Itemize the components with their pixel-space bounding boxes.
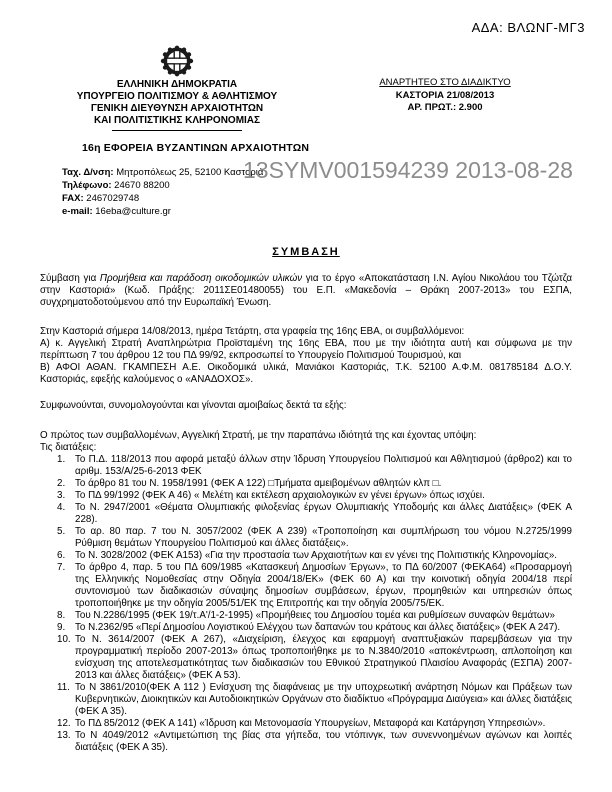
- ada-number: ΑΔΑ: ΒΛΩΝΓ-ΜΓ3: [471, 20, 585, 35]
- contact-label: FAX:: [62, 193, 84, 204]
- protocol-block: [360, 77, 530, 115]
- document-body: [40, 244, 572, 754]
- list-item-text: Το ΠΔ 85/2012 (ΦΕΚ Α 141) «Ίδρυση και Μετονομασία Υπουργείων, Μεταφορά και Κατάργηση Υπηρεσιών».: [75, 718, 546, 729]
- contact-value: 16eba@culture.gr: [92, 206, 171, 217]
- publish-note: ΑΝΑΡΤΗΤΕΟ ΣΤΟ ΔΙΑΔΙΚΤΥΟ: [379, 77, 511, 88]
- list-item-text: Το Ν. 2947/2001 «Θέματα Ολυμπιακής φιλοξενίας έργων Ολυμπιακής Υποδομής και άλλες Διατάξεις» (ΦΕΚ Α 228).: [75, 502, 572, 525]
- list-item-number: 11.: [57, 682, 70, 693]
- party-b-paragraph: Β) ΑΦΟΙ ΑΘΑΝ. ΓΚΑΜΠΕΣΗ Α.Ε. Οικοδομικά υλικά, Μανιάκοι Καστοριάς, Τ.Κ. 52100 Α.Φ.Μ. 081785184 Δ.Ο.Υ. Καστοριάς, εφεξής καλούμενος ο «ΑΝΑΔΟΧΟΣ».: [40, 362, 572, 385]
- contact-value: Μητροπόλεως 25, 52100 Καστοριά: [113, 167, 264, 178]
- list-item-text: Το άρθρο 81 του Ν. 1958/1991 (ΦΕΚ Α 122) □Τμήματα αμειβομένων αθλητών κλπ □.: [75, 478, 442, 489]
- agency-header: [57, 79, 297, 131]
- list-item: [40, 718, 572, 730]
- list-item: [40, 526, 572, 550]
- protocol-number: ΑΡ. ΠΡΩΤ.: 2.900: [407, 102, 483, 113]
- contact-label: Τηλέφωνο:: [62, 180, 112, 191]
- registry-watermark: 13SYMV001594239 2013-08-28: [243, 157, 573, 183]
- place-date: ΚΑΣΤΟΡΙΑ 21/08/2013: [395, 89, 495, 101]
- list-item-number: 10.: [57, 634, 71, 645]
- list-item: [40, 478, 572, 490]
- list-item-text: Το Ν 4049/2012 «Αντιμετώπιση της βίας στα γήπεδα, του ντόπινγκ, των συνεννοημένων αγώνων και λοιπές διατάξεις (ΦΕΚ Α 35).: [75, 730, 572, 753]
- list-item: [40, 730, 572, 754]
- list-item-number: 3.: [57, 490, 66, 501]
- org-line: ΚΑΙ ΠΟΛΙΤΙΣΤΙΚΗΣ ΚΛΗΡΟΝΟΜΙΑΣ: [93, 115, 261, 126]
- agreement-paragraph: Συμφωνούνται, συνομολογούνται και γίνονται αμοιβαίως δεκτά τα εξής:: [40, 400, 347, 411]
- contact-row: [62, 192, 263, 205]
- org-line: ΕΛΛΗΝΙΚΗ ΔΗΜΟΚΡΑΤΙΑ: [116, 79, 238, 90]
- list-item-text: Του Ν.2286/1995 (ΦΕΚ 19/τ.Α'/1-2-1995) «Προμήθειες του Δημοσίου τομέα και ρυθμίσεων συναφών θεμάτων»: [75, 610, 555, 621]
- department-title: 16η ΕΦΟΡΕΙΑ ΒΥΖΑΝΤΙΝΩΝ ΑΡΧΑΙΟΤΗΤΩΝ: [82, 142, 310, 154]
- contact-row: [62, 205, 263, 218]
- contact-value: 24670 88200: [111, 180, 170, 191]
- list-item-text: Το Π.Δ. 118/2013 που αφορά μεταξύ άλλων στην Ίδρυση Υπουργείου Πολιτισμού και Αθλητισμού (άρθρο2) και το αριθμ. 153/Α/25-6-2013 ΦΕΚ: [75, 454, 572, 477]
- org-lines: [57, 79, 297, 127]
- org-line: ΓΕΝΙΚΗ ΔΙΕΥΘΥΝΣΗ ΑΡΧΑΙΟΤΗΤΩΝ: [90, 103, 264, 114]
- list-item: [40, 490, 572, 502]
- meeting-paragraph: Στην Καστοριά σήμερα 14/08/2013, ημέρα Τετάρτη, στα γραφεία της 16ης ΕΒΑ, οι συμβαλλόμενοι:: [40, 326, 465, 337]
- intro-subject: Προμήθεια και παράδοση οικοδομικών υλικών: [99, 273, 303, 284]
- list-item-text: Το ΠΔ 99/1992 (ΦΕΚ Α 46) « Μελέτη και εκτέλεση αρχαιολογικών εν γένει έργων» όπως ισχύει.: [75, 490, 485, 501]
- list-item: [40, 634, 572, 682]
- list-item-number: 9.: [57, 622, 66, 633]
- provisions-list: [40, 454, 572, 754]
- list-item-number: 13.: [57, 730, 71, 741]
- list-item-number: 6.: [57, 550, 66, 561]
- contact-row: [62, 179, 263, 192]
- list-item-number: 4.: [57, 502, 66, 513]
- document-title: ΣΥΜΒΑΣΗ: [272, 246, 340, 258]
- list-item-number: 1.: [57, 454, 66, 465]
- header-divider: [112, 130, 242, 131]
- list-item-number: 2.: [57, 478, 66, 489]
- contact-label: e-mail:: [62, 206, 93, 217]
- list-item-text: Το άρθρο 4, παρ. 5 του ΠΔ 609/1985 «Κατασκευή Δημοσίων Έργων», το ΠΔ 60/2007 (ΦΕΚΑ64) «Προσαρμογή της Ελληνικής Νομοθεσίας στην Οδηγία 2004/18/ΕΚ» (ΦΕΚ 60 Α) και την κοινοτική οδηγία 2004/18 περί συντονισμού των διαδικασιών σύναψης δημοσίων συμβάσεων, έργων, προμηθειών και υπηρεσιών όπως τροποποιήθηκε με την οδηγία 2005/51/ΕΚ της Επιτροπής και την οδηγία 2005/75/ΕΚ.: [75, 562, 572, 609]
- list-item: [40, 610, 572, 622]
- contact-row: [62, 166, 263, 179]
- list-item-number: 5.: [57, 526, 66, 537]
- list-item-text: Το Ν. 3028/2002 (ΦΕΚ Α153) «Για την προστασία των Αρχαιοτήτων και εν γένει της Πολιτιστικής Κληρονομίας».: [75, 550, 557, 561]
- list-item-number: 8.: [57, 610, 66, 621]
- org-line: ΥΠΟΥΡΓΕΙΟ ΠΟΛΙΤΙΣΜΟΥ & ΑΘΛΗΤΙΣΜΟΥ: [76, 91, 278, 102]
- list-item: [40, 682, 572, 718]
- first-party-paragraph: Ο πρώτος των συμβαλλομένων, Αγγελική Στρατή, με την παραπάνω ιδιότητά της και έχοντας υπόψη:: [40, 430, 477, 441]
- list-item-text: Το αρ. 80 παρ. 7 του Ν. 3057/2002 (ΦΕΚ Α 239) «Τροποποίηση και συμπλήρωση του νόμου Ν.2725/1999 Ρύθμιση θεμάτων Υπουργείου Πολιτισμού και άλλες διατάξεις».: [75, 526, 572, 549]
- hellenic-emblem-icon: [160, 45, 194, 77]
- intro-paragraph: [40, 273, 572, 309]
- list-item-text: Το Ν. 3614/2007 (ΦΕΚ Α 267), «Διαχείριση, έλεγχος και εφαρμογή αναπτυξιακών παρεμβάσεων για την προγραμματική περίοδο 2007-2013» όπως τροποποιήθηκε με το Ν.3840/2010 «αποκέντρωση, απλοποίηση και ενίσχυση της αποτελεσματικότητας των διαδικασιών του Εθνικού Στρατηγικού Πλαισίου Αναφοράς (ΕΣΠΑ) 2007-2013 και άλλες διατάξεις» (ΦΕΚ Α 53).: [75, 634, 572, 681]
- contact-label: Ταχ. Δ/νση:: [62, 167, 114, 178]
- contact-value: 2467029748: [83, 193, 140, 204]
- intro-pre: Σύμβαση για: [40, 273, 100, 284]
- list-item-text: Το Ν.2362/95 «Περί Δημοσίου Λογιστικού Ελέγχου των δαπανών του κράτους και άλλες διατάξεις» (ΦΕΚ Α 247).: [75, 622, 561, 633]
- list-item: [40, 622, 572, 634]
- list-item-number: 12.: [57, 718, 71, 729]
- provisions-label: Τις διατάξεις:: [40, 442, 97, 453]
- list-item-number: 7.: [57, 562, 66, 573]
- hellenic-emblem: [160, 45, 194, 82]
- party-a-paragraph: Α) κ. Αγγελική Στρατή Αναπληρώτρια Προϊσταμένη της 16ης ΕΒΑ, που με την ιδιότητα αυτή και σύμφωνα με την περίπτωση 7 του άρθρου 12 του ΠΔ 99/92, εκπροσωπεί το Υπουργείο Πολιτισμού Τουρισμού, και: [40, 338, 572, 361]
- contact-block: [62, 166, 263, 218]
- intro-post: για το έργο «Αποκατάσταση Ι.Ν. Αγίου Νικολάου του Τζώτζα στην Καστοριά» (Κωδ. Πράξης: 2011ΣΕ01480055) του Ε.Π. «Μακεδονία – Θράκη 2007-2013» του ΕΣΠΑ, συγχρηματοδοτούμενου από την Ευρωπαϊκή Ένωση.: [40, 273, 572, 308]
- list-item: [40, 550, 572, 562]
- list-item: [40, 502, 572, 526]
- list-item-text: Το Ν 3861/2010(ΦΕΚ Α 112 ) Ενίσχυση της διαφάνειας με την υποχρεωτική ανάρτηση Νόμων και Πράξεων των Κυβερνητικών, Διοικητικών και Αυτοδιοικητικών Οργάνων στο διαδίκτυο «Πρόγραμμα Διαύγεια» και άλλες διατάξεις (ΦΕΚ Α 35).: [75, 682, 572, 717]
- list-item: [40, 454, 572, 478]
- list-item: [40, 562, 572, 610]
